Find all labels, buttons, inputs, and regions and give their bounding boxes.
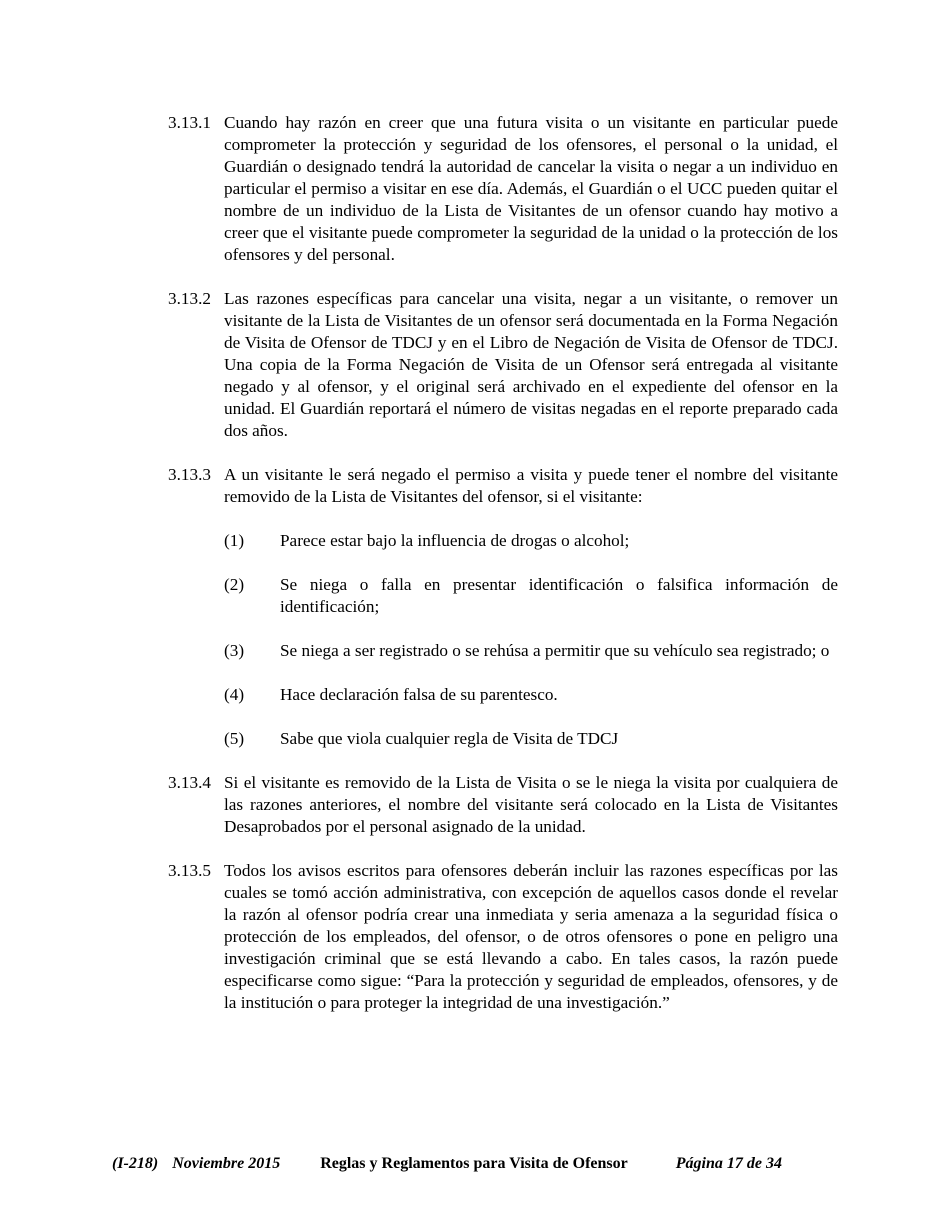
list-item-number: (5) [224,729,245,748]
list-item-number: (4) [224,685,245,704]
section-text: Las razones específicas para cancelar una visita, negar a un visitante, o remover un visitante de la Lista de Visitantes de un ofensor será documentada en la Forma Negación de Visita de Ofensor de TDCJ y en el Libro de Negación de Visita de Ofensor de TDCJ. Una copia de la Forma Negación de Visita de un Ofensor será entregada al visitante negado y al ofensor, y el original será archivado en el expediente del ofensor en la unidad. El Guardián reportará el número de visitas negadas en el reporte preparado cada dos años. [224,289,838,440]
list-item [224,728,838,750]
list-item [224,574,838,618]
section-3-13-4 [168,772,838,838]
list-item-number: (2) [224,575,245,594]
list-item-text: Se niega o falla en presentar identificación o falsifica información de identificación; [280,575,838,616]
section-3-13-2 [168,288,838,442]
page-footer [112,1155,832,1173]
list-item-number: (1) [224,531,245,550]
list-item-text: Se niega a ser registrado o se rehúsa a permitir que su vehículo sea registrado; o [280,641,830,660]
section-3-13-5 [168,860,838,1014]
section-text: Todos los avisos escritos para ofensores deberán incluir las razones específicas por las cuales se tomó acción administrativa, con excepción de aquellos casos donde el revelar la razón al ofensor podría crear una inmediata y seria amenaza a la seguridad física o protección de los empleados, del ofensor, o de otros ofensores o pone en peligro una investigación criminal que se está llevando a cabo. En tales casos, la razón puede especificarse como sigue: “Para la protección y seguridad de empleados, ofensores, y de la institución o para proteger la integridad de una investigación.” [224,861,838,1012]
section-number: 3.13.1 [168,113,211,132]
list-item [224,530,838,552]
list-item [224,684,838,706]
list-item [224,640,838,662]
list-item-number: (3) [224,641,245,660]
section-number: 3.13.5 [168,861,211,880]
section-number: 3.13.2 [168,289,211,308]
section-3-13-3 [168,464,838,508]
section-text: Cuando hay razón en creer que una futura visita o un visitante en particular puede comprometer la protección y seguridad de los ofensores, el personal o la unidad, el Guardián o designado tendrá la autoridad de cancelar la visita o negar a un individuo en particular el permiso a visitar en ese día. Además, el Guardián o el UCC pueden quitar el nombre de un individuo de la Lista de Visitantes de un ofensor cuando hay motivo a creer que el visitante puede comprometer la seguridad de la unidad o la protección de los ofensores y del personal. [224,113,838,264]
visitor-denial-reasons-list [224,530,838,750]
list-item-text: Parece estar bajo la influencia de drogas o alcohol; [280,531,630,550]
footer-title: Reglas y Reglamentos para Visita de Ofensor [320,1155,628,1172]
section-text: Si el visitante es removido de la Lista de Visita o se le niega la visita por cualquiera de las razones anteriores, el nombre del visitante será colocado en la Lista de Visitantes Desaprobados por el personal asignado de la unidad. [224,773,838,836]
footer-document-code: (I-218) [112,1155,159,1172]
section-3-13-1 [168,112,838,266]
section-number: 3.13.3 [168,465,211,484]
list-item-text: Sabe que viola cualquier regla de Visita de TDCJ [280,729,619,748]
list-item-text: Hace declaración falsa de su parentesco. [280,685,558,704]
footer-page-number: Página 17 de 34 [675,1155,782,1172]
footer-date: Noviembre 2015 [172,1155,281,1172]
document-body [168,112,838,1036]
section-text: A un visitante le será negado el permiso a visita y puede tener el nombre del visitante removido de la Lista de Visitantes del ofensor, si el visitante: [224,465,838,506]
section-number: 3.13.4 [168,773,211,792]
